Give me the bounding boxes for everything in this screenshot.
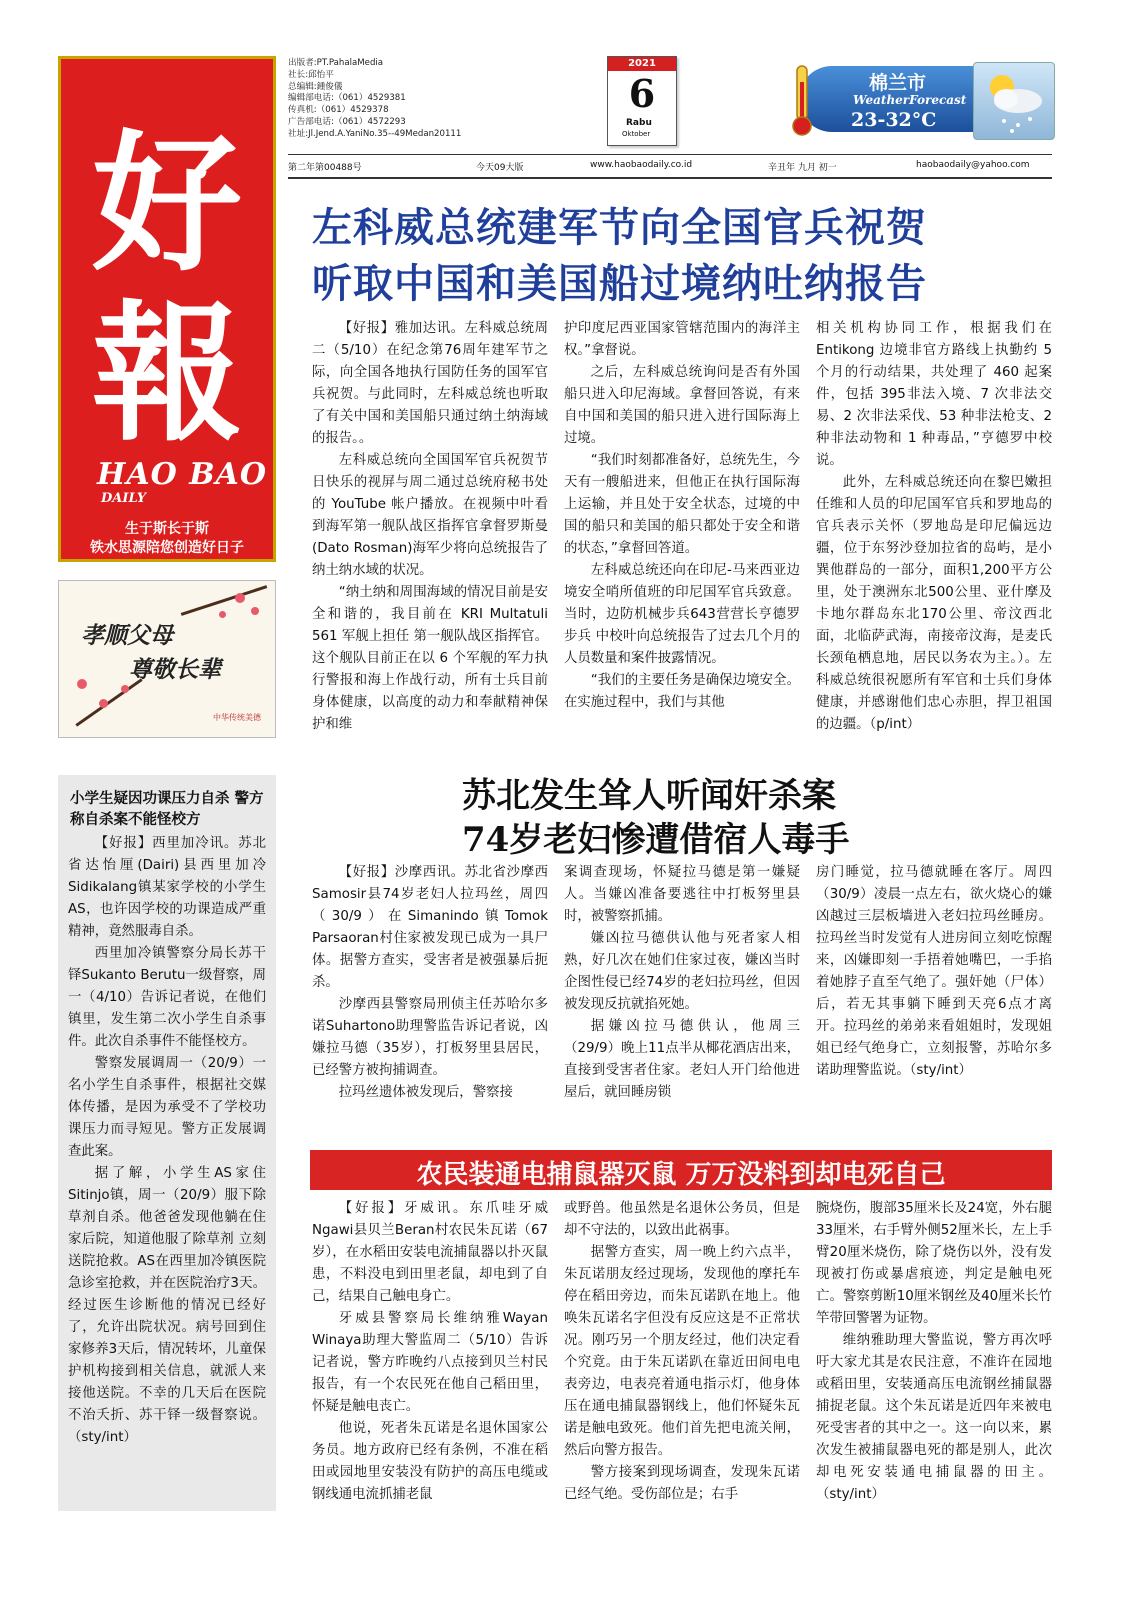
page-count: 今天09大版 — [476, 163, 524, 173]
paragraph: 据警方查实，周一晚上约六点半，朱瓦诺朋友经过现场，发现他的摩托车停在稻田旁边，而朱瓦诺趴在地上。他唤朱瓦诺名字但没有反应这是不正常状况。刚巧另一个朋友经过，他们决定看个究竟。由于朱瓦诺趴在靠近田间电电表旁边，电表亮着通电指示灯，他身体压在通电捕鼠器钢线上，他们怀疑朱瓦诺是触电致死。他们首先把电流关闸，然后向警方报告。 — [564, 1245, 800, 1458]
paragraph: 腕烧伤，腹部35厘米长及24宽，外右腿33厘米，右手臂外侧52厘米长，左上手臂20厘米烧伤，除了烧伤以外，没有发现被打伤或暴虐痕迹，判定是触电死亡。警察剪断10厘米钢丝及40厘米长竹竿带回警署为证物。 — [816, 1201, 1052, 1326]
weather-bar — [799, 66, 989, 132]
paragraph: 沙摩西县警察局刑侦主任苏哈尔多诺Suhartono助理警监告诉记者说，凶嫌拉马德（35岁），打板努里县居民，已经警方被拘捕调查。 — [312, 997, 548, 1078]
weather-temp: 23-32°C — [851, 109, 937, 131]
calendar-month: Oktober — [622, 130, 651, 138]
issue-number: 第二年第00488号 — [288, 163, 362, 173]
article3-column-2 — [564, 1198, 800, 1506]
paragraph: 拉玛丝遗体被发现后，警察接 — [338, 1085, 513, 1100]
publisher-line: 广告部电话:（061）4572293 — [288, 116, 406, 127]
article2-column-3 — [816, 862, 1052, 1082]
paragraph: 左科威总统向全国国军官兵祝贺节日快乐的视屏与周二通过总统府秘书处的 YouTube 帐户播放。在视频中叶看到海军第一舰队战区指挥官拿督罗斯曼(Dato Rosman)海军少将向总统报告了纳土纳水域的状况。 — [312, 453, 548, 578]
cloud-rain-icon — [974, 63, 1054, 139]
paragraph: 维纳雅助理大警监说，警方再次呼吁大家尤其是农民注意，不准许在园地或稻田里，安装通高压电流钢丝捕鼠器捕捉老鼠。这个朱瓦诺是近四年来被电死受害者的其中之一。这一向以来，累次发生被捕鼠器电死的都是别人，此次却电死安装通电捕鼠器的田主。（sty/int） — [816, 1333, 1052, 1502]
paragraph: “我们时刻都准备好，总统先生，今天有一艘船进来，但他正在执行国际海上运输，并且处于安全状态，过境的中国的船只和美国的船只都处于安全和谐的状态，”拿督回答道。 — [564, 453, 800, 556]
article1-headline-1: 左科威总统建军节向全国官兵祝贺 — [312, 205, 927, 251]
article2-column-2 — [564, 862, 800, 1104]
motto-line-2: 尊敬长辈 — [129, 656, 221, 683]
publisher-line: 编辑部电话:（061）4529381 — [288, 93, 406, 104]
calendar-year: 2021 — [608, 57, 676, 71]
article2-headline-2: 74岁老妇惨遭借宿人毒手 — [462, 820, 850, 860]
paragraph: 牙威县警察局长维纳雅Wayan Winaya助理大警监周二（5/10）告诉记者说，警方昨晚约八点接到贝兰村民报告，有一个农民死在他自己稻田里，怀疑是触电丧亡。 — [312, 1311, 548, 1414]
publisher-line: 社长:邱怡平 — [288, 69, 334, 80]
issue-strip — [288, 154, 1052, 179]
paragraph: 房门睡觉，拉马德就睡在客厅。周四（30/9）凌晨一点左右，欲火烧心的嫌凶越过三层板墙进入老妇拉玛丝睡房。拉玛丝当时发觉有人进房间立刻吃惊醒来，凶嫌即刻一手捂着她嘴巴，一手掐着她脖子直至气绝了。强奸她（尸体）后，若无其事躺下睡到天亮6点才离开。拉玛丝的弟弟来看姐姐时，发现姐姐已经气绝身亡，立刻报警，苏哈尔多诺助理警监说。（sty/int） — [816, 865, 1052, 1078]
paragraph: 案调查现场，怀疑拉马德是第一嫌疑人。当嫌凶准备要逃往中打板努里县时，被警察抓捕。 — [564, 865, 800, 924]
article1-column-1 — [312, 318, 548, 736]
plum-blossom — [77, 679, 87, 689]
publisher-line: 出版者:PT.PahalaMedia — [288, 58, 384, 68]
paragraph: 据嫌凶拉马德供认，他周三（29/9）晚上11点半从椰花酒店出来，直接到受害者住家。老妇人开门给他进屋后，就回睡房锁 — [564, 1019, 800, 1100]
paragraph: 西里加冷镇警察分局长苏干铎Sukanto Berutu一级督察，周一（4/10）告诉记者说，在他们镇里，发生第二次小学生自杀事件。此次自杀事件不能怪校方。 — [68, 946, 266, 1049]
article2-headline-1: 苏北发生耸人听闻奸杀案 — [462, 776, 836, 816]
article3-headline: 农民装通电捕鼠器灭鼠 万万没料到却电死自己 — [416, 1160, 946, 1190]
article1-headline-2: 听取中国和美国船过境纳吐纳报告 — [312, 261, 927, 307]
publisher-line: 传真机:（061）4529378 — [288, 105, 389, 116]
publisher-line: 社址:Jl.Jend.A.YaniNo.35--49Medan20111 — [288, 128, 462, 139]
plum-blossom — [251, 607, 259, 615]
paragraph: 此外，左科威总统还向在黎巴嫩担任维和人员的印尼国军官兵和罗地岛的官兵表示关怀（罗地岛是印尼偏远边疆，位于东努沙登加拉省的岛屿，是小巽他群岛的一部分，面积1,200平方公里，处于澳洲东北500公里、亚什摩及卡地尔群岛东北170公里、帝汶西北面，北临萨武海，南接帝汶海，是麦氏长颈龟栖息地，居民以务农为主。）。左科威总统很祝愿所有军官和士兵们身体健康，并感谢他们忠心赤胆，捍卫祖国的边疆。（p/int） — [816, 475, 1052, 732]
paragraph: 【好报】牙威讯。东爪哇牙威Ngawi县贝兰Beran村农民朱瓦诺（67岁），在水稻田安装电流捕鼠器以扑灭鼠患，不料没电到田里老鼠，却电到了自己，结果自己触电身亡。 — [312, 1201, 548, 1304]
weather-city: 棉兰市 — [869, 72, 927, 94]
date-calendar — [607, 56, 677, 146]
weather-label: WeatherForecast — [853, 93, 967, 107]
lunar-date: 辛丑年 九月 初一 — [768, 163, 837, 173]
article3-headline-banner — [310, 1150, 1052, 1190]
sidebar-article — [58, 775, 276, 1511]
paragraph: 【好报】雅加达讯。左科威总统周二（5/10）在纪念第76周年建军节之际，向全国各地执行国防任务的国军官兵祝贺。与此同时，左科威总统也听取了有关中国和美国船只通过纳土纳海域的报告。。 — [312, 321, 548, 446]
calendar-day: 6 — [628, 71, 656, 116]
plum-blossom — [235, 593, 245, 603]
slogan-line-2: 铁水思源陪您创造好日子 — [90, 540, 244, 556]
paragraph: 【好报】沙摩西讯。苏北省沙摩西Samosir县74岁老妇人拉玛丝，周四（30/9）在Simanindo镇Tomok Parsaoran村住家被发现已成为一具尸体。据警方查实，受害者是被强暴后扼杀。 — [312, 865, 548, 990]
paragraph: 嫌凶拉马德供认他与死者家人相熟，好几次在她们住家过夜，嫌凶当时企图性侵已经74岁的老妇拉玛丝，但因被发现反抗就掐死她。 — [564, 931, 800, 1012]
paragraph: “我们的主要任务是确保边境安全。在实施过程中，我们与其他 — [564, 673, 800, 710]
logo-daily: DAILY — [101, 491, 147, 506]
weather-widget — [789, 62, 1053, 140]
paragraph: 之后，左科威总统询问是否有外国船只进入印尼海域。拿督回答说，有来自中国和美国的船只进入进行国际海上过境。 — [564, 365, 800, 446]
email-link[interactable]: haobaodaily@yahoo.com — [916, 160, 1030, 170]
website-link[interactable]: www.haobaodaily.co.id — [590, 160, 693, 170]
article2-column-1 — [312, 862, 548, 1104]
paragraph: 据了解，小学生AS家住Sitinjo镇，周一（20/9）服下除草剂自杀。他爸爸发现他躺在住家后院，知道他服了除草剂 立刻送院抢救。AS在西里加冷镇医院急诊室抢救，并在医院治疗3天。经过医生诊断他的情况已经好了，允许出院状况。病号回到住家修养3天后，情况转坏，儿童保护机构接到相关信息，就派人来接他送院。不幸的几天后在医院不治夭折、苏干铎一级督察说。（sty/int） — [68, 1166, 266, 1445]
article1-column-3 — [816, 318, 1052, 736]
masthead-logo — [58, 56, 276, 562]
paragraph: 左科威总统还向在印尼-马来西亚边境安全哨所值班的印尼国军官兵致意。当时，边防机械步兵643营营长亨德罗步兵 中校叶向总统报告了过去几个月的人员数量和案件披露情况。 — [564, 563, 800, 666]
motto-box — [58, 580, 276, 738]
paragraph: 相关机构协同工作，根据我们在 Entikong 边境非官方路线上执勤约 5 个月的行动结果，共处理了 460 起案件，包括 395非法入境、7 次非法交易、2 次非法采伐、53 种非法枪支、2 种非法动物和 1 种毒品，”亨德罗中校说。 — [816, 321, 1052, 468]
motto-credit: 中华传统美德 — [213, 713, 261, 722]
paragraph: 他说，死者朱瓦诺是名退休国家公务员。地方政府已经有条例，不准在稻田或园地里安装没有防护的高压电缆或钢线通电流抓捕老鼠 — [312, 1421, 548, 1502]
paragraph: 护印度尼西亚国家管辖范围内的海洋主权。”拿督说。 — [564, 321, 800, 358]
weather-sky — [973, 62, 1055, 140]
paragraph: “纳土纳和周围海域的情况目前是安全和谐的，我目前在 KRI Multatuli 561 军舰上担任 第一舰队战区指挥官。这个舰队目前正在以 6 个军舰的军力执行警报和海上作战行动，所有士兵目前身体健康，以高度的动力和奉献精神保护和维 — [312, 585, 548, 732]
thermometer-icon — [789, 62, 815, 138]
motto-line-1: 孝顺父母 — [81, 622, 173, 649]
plum-blossom — [121, 685, 129, 693]
calendar-weekday: Rabu — [626, 118, 652, 128]
article1-column-2 — [564, 318, 800, 714]
publisher-info — [288, 58, 498, 141]
sidebar-headline: 小学生疑因功课压力自杀 警方称自杀案不能怪校方 — [70, 791, 264, 828]
paragraph: 警方接案到现场调查，发现朱瓦诺已经气绝。受伤部位是；右手 — [564, 1465, 800, 1502]
paragraph: 或野兽。他虽然是名退休公务员，但是却不守法的，以致出此祸事。 — [564, 1201, 800, 1238]
article3-column-3 — [816, 1198, 1052, 1506]
logo-char-hao: 好 — [91, 116, 242, 292]
article3-column-1 — [312, 1198, 548, 1506]
plum-blossom — [219, 611, 226, 618]
logo-char-bao: 報 — [91, 286, 242, 462]
sidebar-body — [68, 833, 266, 1449]
logo-latin: HAO BAO — [97, 457, 267, 492]
paragraph: 警察发展调周一（20/9）一名小学生自杀事件，根据社交媒体传播，是因为承受不了学校功课压力而寻短见。警方正发展调查此案。 — [68, 1056, 266, 1159]
publisher-line: 总编辑:鍾俊儀 — [288, 81, 343, 92]
plum-blossom — [99, 699, 108, 708]
paragraph: 【好报】西里加冷讯。苏北省达怡厘(Dairi)县西里加冷Sidikalang镇某家学校的小学生AS，也许因学校的功课造成严重精神，竟然服毒自杀。 — [68, 836, 266, 939]
slogan-line-1: 生于斯长于斯 — [125, 521, 209, 537]
